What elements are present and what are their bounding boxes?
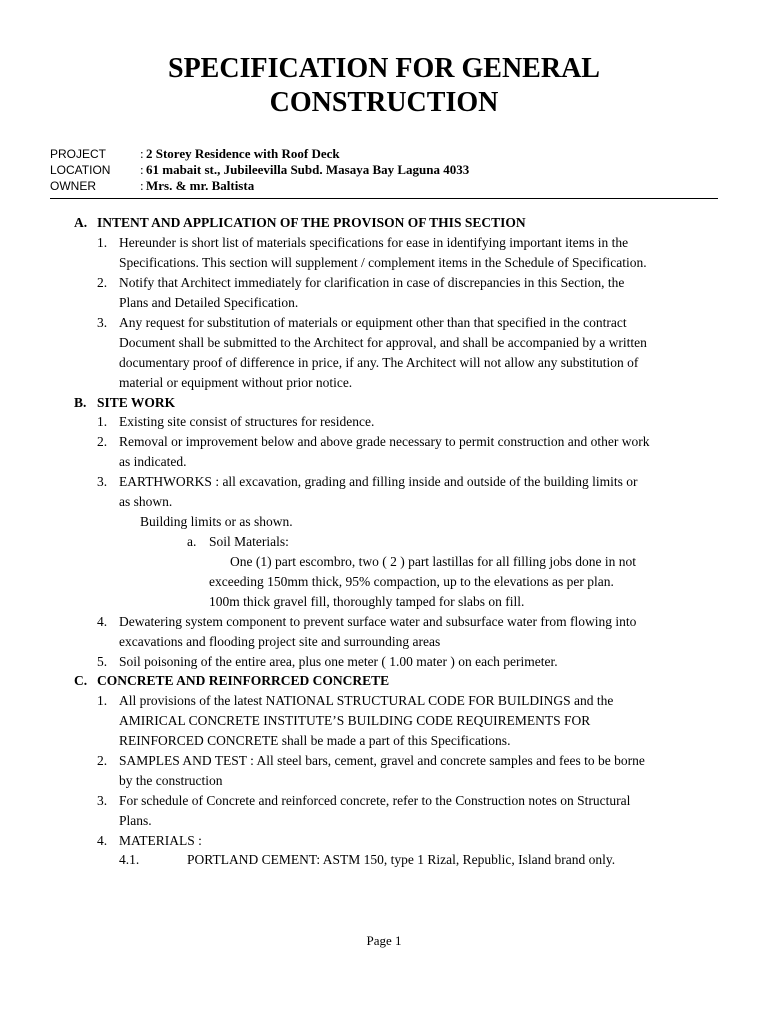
b-item-2-line-1: Removal or improvement below and above grade necessary to permit construction and other work — [119, 434, 650, 449]
title-line-1: SPECIFICATION FOR GENERAL — [168, 53, 600, 84]
b-item-4-line-2: excavations and flooding project site and surrounding areas — [119, 634, 441, 649]
page-number: Page 1 — [366, 933, 402, 948]
b-sub-a-line-3: 100m thick gravel fill, thoroughly tamped for slabs on fill. — [209, 594, 525, 609]
section-a-letter: A. — [74, 215, 88, 230]
document-title — [0, 52, 768, 120]
c-item-1-line-3: REINFORCED CONCRETE shall be made a part of this Specifications. — [119, 733, 511, 748]
b-item-3-line-3: Building limits or as shown. — [140, 514, 293, 529]
section-c-heading: CONCRETE AND REINFORRCED CONCRETE — [97, 673, 390, 688]
project-separator: : — [140, 146, 144, 161]
a-item-3-number: 3. — [97, 315, 108, 330]
c-item-3-line-1: For schedule of Concrete and reinforced concrete, refer to the Construction notes on Structural — [119, 793, 631, 808]
title-line-2: CONSTRUCTION — [269, 87, 499, 118]
c-sub-4-1-number: 4.1. — [119, 852, 140, 867]
owner-label: OWNER — [50, 179, 96, 193]
b-item-5-line-1: Soil poisoning of the entire area, plus one meter ( 1.00 mater ) on each perimeter. — [119, 654, 558, 669]
a-item-2-line-2: Plans and Detailed Specification. — [119, 295, 299, 310]
a-item-3-line-3: documentary proof of difference in price, if any. The Architect will not allow any substitution of — [119, 355, 639, 370]
b-item-2-line-2: as indicated. — [119, 454, 187, 469]
location-value: 61 mabait st., Jubileevilla Subd. Masaya Bay Laguna 4033 — [146, 162, 470, 177]
b-sub-a-line-2: exceeding 150mm thick, 95% compaction, up to the elevations as per plan. — [209, 574, 614, 589]
project-label: PROJECT — [50, 147, 107, 161]
section-a-heading: INTENT AND APPLICATION OF THE PROVISON OF THIS SECTION — [97, 215, 526, 230]
b-item-3-line-2: as shown. — [119, 494, 173, 509]
a-item-2-line-1: Notify that Architect immediately for clarification in case of discrepancies in this Section, the — [119, 275, 625, 290]
c-item-2-line-2: by the construction — [119, 773, 223, 788]
c-item-2-line-1: SAMPLES AND TEST : All steel bars, cement, gravel and concrete samples and fees to be borne — [119, 753, 645, 768]
c-item-1-line-1: All provisions of the latest NATIONAL STRUCTURAL CODE FOR BUILDINGS and the — [119, 693, 614, 708]
section-b-letter: B. — [74, 395, 87, 410]
c-sub-4-1-line-1: PORTLAND CEMENT: ASTM 150, type 1 Rizal, Republic, Island brand only. — [187, 852, 616, 867]
b-sub-a-line-1: One (1) part escombro, two ( 2 ) part lastillas for all filling jobs done in not — [230, 554, 637, 569]
c-item-1-line-2: AMIRICAL CONCRETE INSTITUTE’S BUILDING CODE REQUIREMENTS FOR — [119, 713, 591, 728]
b-sub-a-letter: a. — [187, 534, 197, 549]
a-item-3-line-2: Document shall be submitted to the Architect for approval, and shall be accompanied by a written — [119, 335, 647, 350]
b-item-1-line-1: Existing site consist of structures for residence. — [119, 414, 375, 429]
b-item-3-number: 3. — [97, 474, 108, 489]
a-item-3-line-1: Any request for substitution of materials or equipment other than that specified in the contract — [119, 315, 627, 330]
location-separator: : — [140, 162, 144, 177]
a-item-1-number: 1. — [97, 235, 108, 250]
b-item-3-line-1: EARTHWORKS : all excavation, grading and filling inside and outside of the building limits or — [119, 474, 638, 489]
b-item-5-number: 5. — [97, 654, 108, 669]
b-item-4-line-1: Dewatering system component to prevent surface water and subsurface water from flowing into — [119, 614, 637, 629]
b-item-2-number: 2. — [97, 434, 108, 449]
a-item-3-line-4: material or equipment without prior notice. — [119, 375, 353, 390]
c-item-4-number: 4. — [97, 833, 108, 848]
c-item-4-line-1: MATERIALS : — [119, 833, 202, 848]
location-label: LOCATION — [50, 163, 111, 177]
c-item-1-number: 1. — [97, 693, 108, 708]
owner-separator: : — [140, 178, 144, 193]
b-sub-a-label: Soil Materials: — [209, 534, 289, 549]
c-item-3-line-2: Plans. — [119, 813, 152, 828]
c-item-2-number: 2. — [97, 753, 108, 768]
project-value: 2 Storey Residence with Roof Deck — [146, 146, 340, 161]
header-divider — [50, 198, 718, 199]
b-item-1-number: 1. — [97, 414, 108, 429]
a-item-1-line-1: Hereunder is short list of materials specifications for ease in identifying important items in the — [119, 235, 629, 250]
a-item-1-line-2: Specifications. This section will supplement / complement items in the Schedule of Specification. — [119, 255, 647, 270]
section-b-heading: SITE WORK — [97, 395, 176, 410]
b-item-4-number: 4. — [97, 614, 108, 629]
c-item-3-number: 3. — [97, 793, 108, 808]
owner-value: Mrs. & mr. Baltista — [146, 178, 255, 193]
section-c-letter: C. — [74, 673, 88, 688]
a-item-2-number: 2. — [97, 275, 108, 290]
